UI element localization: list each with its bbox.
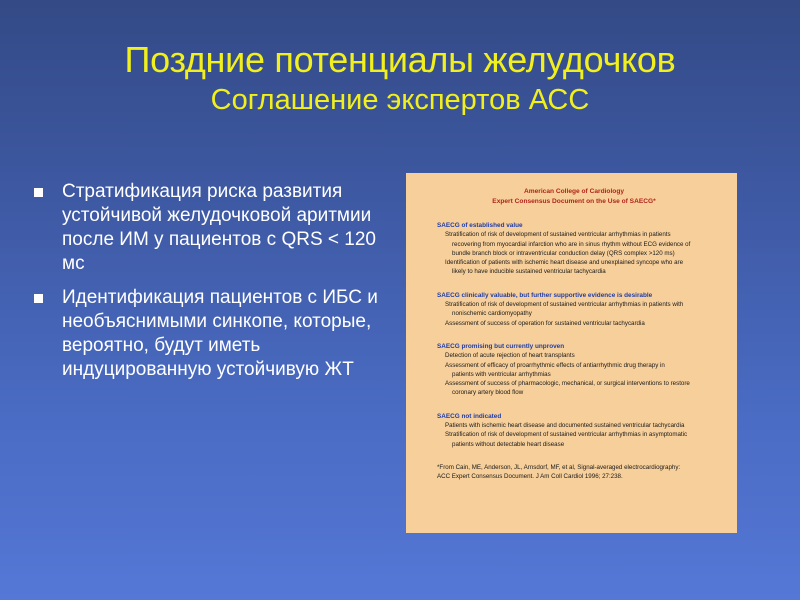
- box-item-text: Assessment of success of pharmacologic, mechanical, or surgical interventions to restore: [445, 380, 690, 388]
- box-item-text: Patients with ischemic heart disease and documented sustained ventricular tachycardia: [445, 422, 685, 430]
- box-sections: [437, 221, 725, 449]
- box-item-continuation: bundle branch block or intraventricular conduction delay (QRS complex >120 ms): [452, 249, 675, 257]
- bullet-list: [34, 180, 394, 392]
- box-item-text: Assessment of efficacy of proarrhythmic effects of antiarrhythmic drug therapy in: [445, 361, 665, 369]
- footnote-line: *From Cain, ME, Anderson, JL, Arnsdorf, MF, et al, Signal-averaged electrocardiography:: [437, 463, 681, 471]
- box-header-line2: Expert Consensus Document on the Use of SAECG*: [492, 198, 656, 205]
- footnote-line: ACC Expert Consensus Document. J Am Coll Cardiol 1996; 27:238.: [437, 473, 623, 481]
- box-item-continuation: likely to have inducible sustained ventricular tachycardia: [452, 268, 606, 276]
- acc-consensus-table-image: [406, 173, 737, 533]
- box-section-title: SAECG not indicated: [437, 412, 502, 420]
- box-item: [437, 230, 725, 258]
- box-item-continuation: patients with ventricular arrhythmias: [452, 370, 551, 378]
- box-header-line1: American College of Cardiology: [523, 188, 625, 195]
- slide-subtitle: Соглашение экспертов АСС: [210, 84, 590, 116]
- bullet-item: [34, 180, 394, 276]
- box-section-title: SAECG clinically valuable, but further supportive evidence is desirable: [437, 291, 653, 299]
- box-item-text: Identification of patients with ischemic heart disease and unexplained syncope who are: [445, 259, 684, 267]
- box-item: [437, 351, 725, 360]
- box-item: [437, 430, 725, 449]
- box-item: [437, 379, 725, 398]
- box-item-text: Stratification of risk of development of sustained ventricular arrhythmias in asymptomatic: [445, 431, 688, 439]
- box-section-title: SAECG of established value: [437, 222, 523, 229]
- box-item: [437, 258, 725, 277]
- box-item-continuation: recovering from myocardial infarction who are in sinus rhythm without ECG evidence of: [452, 240, 691, 248]
- box-item-continuation: nonischemic cardiomyopathy: [452, 310, 532, 318]
- bullet-square-icon: [34, 188, 43, 197]
- bullet-text: Идентификация пациентов с ИБС и необъяснимыми синкопе, которые, вероятно, будут иметь индуцированную устойчивую ЖТ: [62, 287, 378, 380]
- box-item-continuation: coronary artery blood flow: [452, 389, 524, 397]
- box-item-text: Assessment of success of operation for sustained ventricular tachycardia: [445, 319, 645, 327]
- box-item: [437, 319, 725, 328]
- box-item-continuation: patients without detectable heart disease: [452, 440, 565, 448]
- bullet-item: [34, 286, 394, 382]
- box-section-title: SAECG promising but currently unproven: [437, 342, 565, 350]
- box-item-text: Stratification of risk of development of sustained ventricular arrhythmias in patients: [445, 231, 671, 239]
- bullet-text: Стратификация риска развития устойчивой желудочковой аритмии после ИМ у пациентов с QRS < 120 мс: [62, 181, 376, 274]
- box-footnote: [437, 463, 725, 482]
- bullet-square-icon: [34, 294, 43, 303]
- box-item: [437, 300, 725, 319]
- box-item: [437, 361, 725, 380]
- box-item-text: Detection of acute rejection of heart transplants: [445, 352, 575, 360]
- slide-title: Поздние потенциалы желудочков: [124, 39, 676, 80]
- box-item: [437, 421, 725, 430]
- box-item-text: Stratification of risk of development of sustained ventricular arrhythmias in patients with: [445, 301, 684, 309]
